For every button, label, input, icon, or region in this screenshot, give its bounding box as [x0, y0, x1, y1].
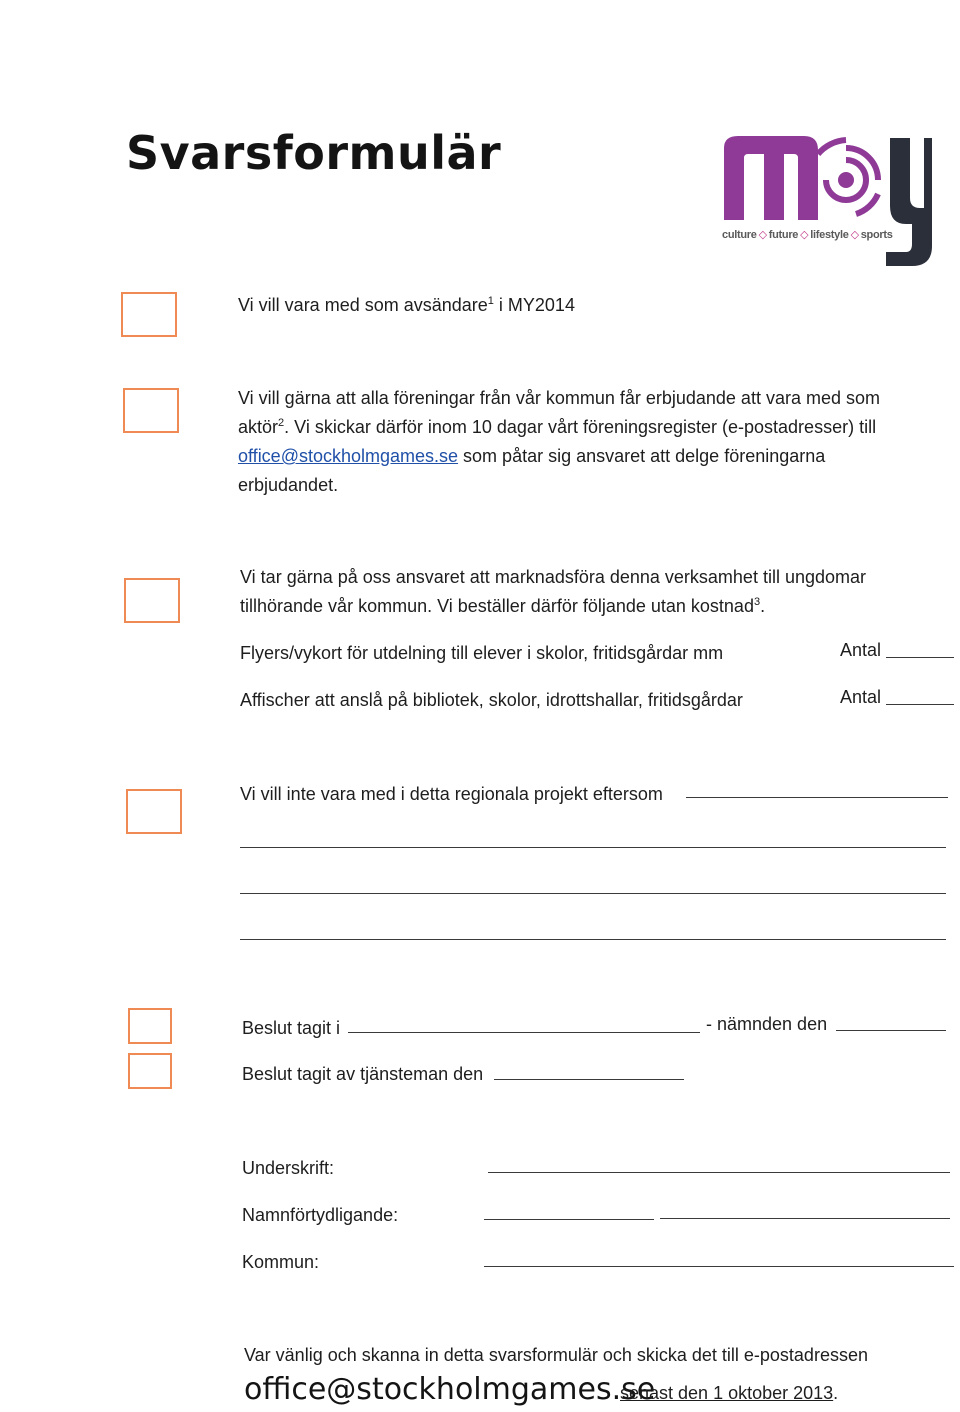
my-logo-graphic	[718, 128, 938, 270]
deadline-period: .	[833, 1383, 839, 1403]
tagline-lifestyle: lifestyle	[810, 229, 849, 241]
decline-reason-line1[interactable]	[686, 797, 948, 798]
decline-reason-line4[interactable]	[240, 939, 946, 940]
logo-tagline	[722, 228, 893, 241]
checkbox-marketing[interactable]	[124, 578, 180, 623]
posters-item: Affischer att anslå på bibliotek, skolor, idrottshallar, fritidsgårdar	[240, 690, 743, 710]
posters-qty-label: Antal	[840, 687, 882, 707]
page-title: Svarsformulär	[126, 126, 502, 180]
name-label: Namnförtydligande:	[242, 1205, 399, 1225]
office-email-link[interactable]: office@stockholmgames.se	[238, 446, 459, 466]
checkbox-decline[interactable]	[126, 789, 182, 834]
decision-committee-text: Beslut tagit i	[242, 1018, 341, 1038]
tagline-separator: ◇	[758, 229, 767, 241]
footer-instruction: Var vänlig och skanna in detta svarsformulär och skicka det till e-postadressen	[244, 1345, 868, 1365]
my-logo	[718, 128, 938, 270]
decline-text: Vi vill inte vara med i detta regionala projekt eftersom	[240, 784, 663, 804]
tagline-future: future	[768, 229, 799, 241]
flyers-qty-label: Antal	[840, 640, 882, 660]
share-register-line1: Vi vill gärna att alla föreningar från vår kommun får erbjudande att vara med som	[238, 388, 880, 408]
municipality-field[interactable]	[484, 1266, 954, 1267]
marketing-line1: Vi tar gärna på oss ansvaret att marknadsföra denna verksamhet till ungdomar	[240, 567, 867, 587]
signature-label: Underskrift:	[242, 1158, 335, 1178]
share-register-line4: erbjudandet.	[238, 475, 339, 495]
committee-date-label: - nämnden den	[706, 1014, 828, 1034]
deadline-text: senast den 1 oktober 2013	[620, 1383, 834, 1403]
decline-reason-line2[interactable]	[240, 847, 946, 848]
flyers-qty-field[interactable]	[886, 657, 954, 658]
sender-option-text: Vi vill vara med som avsändare$^1$ i MY2014	[238, 295, 575, 315]
committee-date-field[interactable]	[836, 1030, 946, 1031]
footer-email: office@stockholmgames.se	[244, 1372, 656, 1407]
checkbox-share-register[interactable]	[123, 388, 179, 433]
decision-official-text: Beslut tagit av tjänsteman den	[242, 1064, 484, 1084]
marketing-line2: tillhörande vår kommun. Vi beställer därför följande utan kostnad$^3$.	[240, 596, 766, 616]
tagline-separator: ◇	[850, 229, 859, 241]
committee-name-field[interactable]	[348, 1032, 700, 1033]
tagline-sports: sports	[860, 229, 893, 241]
official-date-field[interactable]	[494, 1079, 684, 1080]
footer-deadline	[620, 1383, 838, 1404]
name-field-part2[interactable]	[660, 1218, 950, 1219]
share-register-line2: aktör$^2$. Vi skickar därför inom 10 dagar vårt föreningsregister (e-postadresser) till	[238, 417, 877, 437]
name-field-part1[interactable]	[484, 1219, 654, 1220]
checkbox-decision-committee[interactable]	[128, 1008, 172, 1044]
tagline-culture: culture	[722, 229, 757, 241]
posters-qty-field[interactable]	[886, 704, 954, 705]
municipality-label: Kommun:	[242, 1252, 320, 1272]
share-register-line3: office@stockholmgames.se som påtar sig ansvaret att delge föreningarna	[238, 446, 826, 466]
checkbox-sender[interactable]	[121, 292, 177, 337]
checkbox-decision-official[interactable]	[128, 1053, 172, 1089]
tagline-separator: ◇	[800, 229, 809, 241]
signature-field[interactable]	[488, 1172, 950, 1173]
decline-reason-line3[interactable]	[240, 893, 946, 894]
flyers-item: Flyers/vykort för utdelning till elever i skolor, fritidsgårdar mm	[240, 643, 724, 663]
